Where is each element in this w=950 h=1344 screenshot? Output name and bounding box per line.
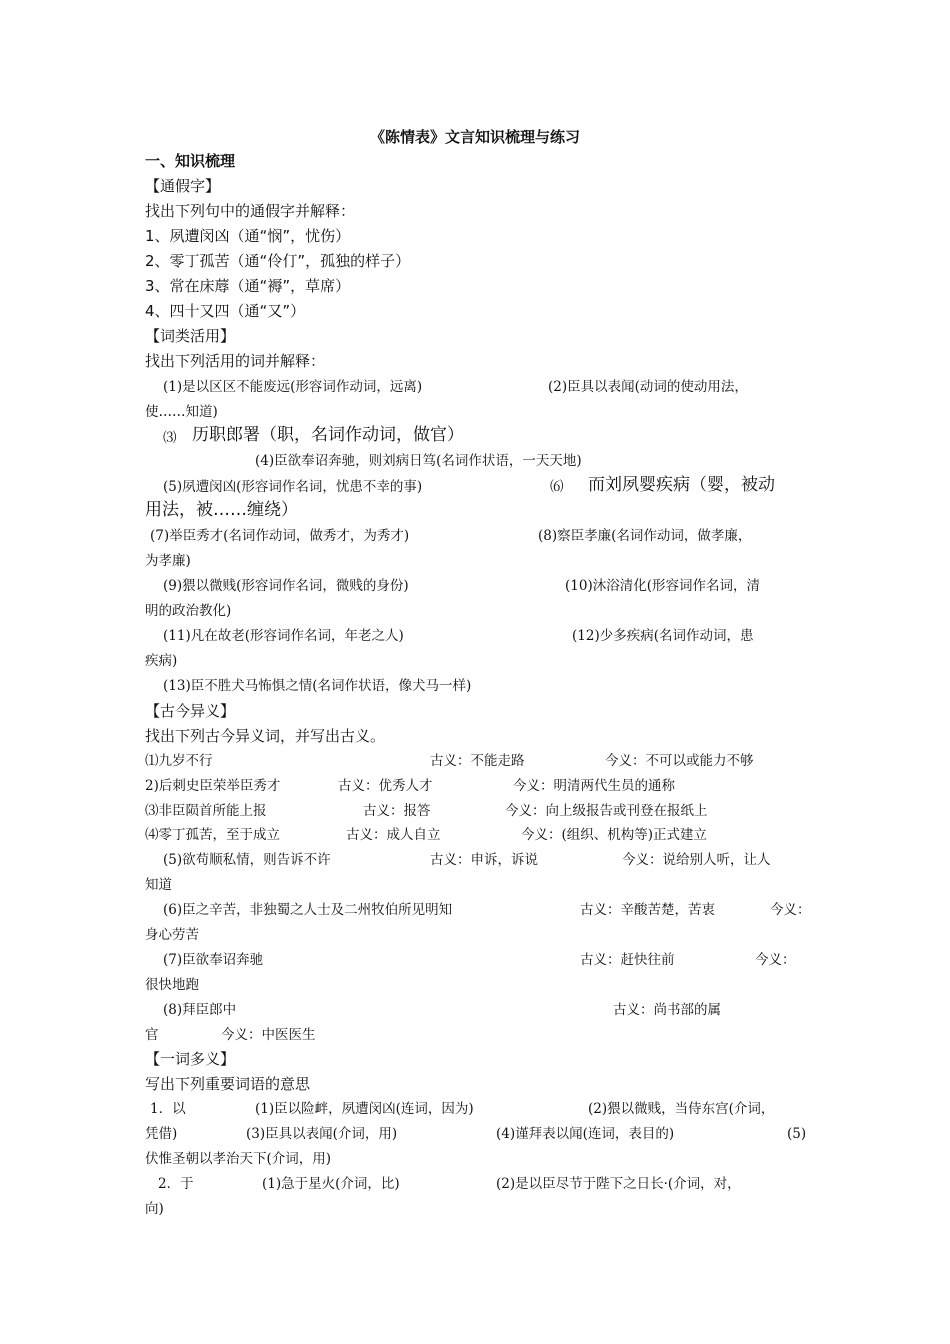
gujin-modern-meaning: 今义：不可以或能力不够 [605, 753, 754, 769]
yici-word: 2．于 [158, 1176, 194, 1192]
yici-continuation: 凭借) [145, 1126, 178, 1142]
cilei-item: (4)臣欲奉诏奔驰，则刘病日笃(名词作状语，一天天地) [255, 453, 582, 469]
yici-continuation: 向) [145, 1201, 164, 1217]
gujin-modern-meaning: 今义：(组织、机构等)正式建立 [521, 827, 708, 843]
gujin-continuation: 身心劳苦 [145, 927, 199, 943]
gujin-modern-meaning: 今义：说给别人听，让人 [622, 852, 771, 868]
tongjiazi-item: 3、常在床蓐（通“褥”，草席） [145, 277, 351, 295]
yici-sense: (1)臣以险衅，夙遭闵凶(连词，因为) [255, 1101, 474, 1117]
yici-word: 1．以 [150, 1101, 186, 1117]
cilei-item: (8)察臣孝廉(名词作动词，做孝廉， [538, 528, 752, 544]
gujin-phrase: ⑴九岁不行 [145, 753, 213, 769]
tongjiazi-item: 2、零丁孤苦（通“伶仃”，孤独的样子） [145, 252, 411, 270]
cilei-number: ⑹ [550, 479, 564, 495]
yici-sense: (4)谨拜表以闻(连词，表目的) [496, 1126, 675, 1142]
cilei-number: ⑶ [163, 430, 177, 446]
gujin-phrase: ⑶非臣陨首所能上报 [145, 803, 267, 819]
gujin-ancient-meaning: 古义：赶快往前 [580, 952, 675, 968]
subheading-yici: 【一词多义】 [145, 1050, 236, 1068]
cilei-intro: 找出下列活用的词并解释： [145, 352, 326, 370]
document-title: 《陈情表》文言知识梳理与练习 [369, 128, 580, 146]
gujin-phrase: (7)臣欲奉诏奔驰 [163, 952, 264, 968]
cilei-item: 历职郎署（职，名词作动词，做官） [192, 425, 464, 445]
subheading-tongjiazi: 【通假字】 [145, 177, 221, 195]
gujin-modern-meaning: 今义：中医医生 [221, 1027, 316, 1043]
cilei-continuation: 明的政治教化) [145, 603, 232, 619]
yici-intro: 写出下列重要词语的意思 [145, 1075, 311, 1093]
yici-sense: (2)是以臣尽节于陛下之日长·(介词，对， [496, 1176, 741, 1192]
cilei-item: (5)夙遭闵凶(形容词作名词，忧患不幸的事) [163, 479, 423, 495]
gujin-intro: 找出下列古今异义词，并写出古义。 [145, 727, 386, 745]
cilei-item: (1)是以区区不能废远(形容词作动词，远离) [163, 379, 423, 395]
gujin-continuation: 知道 [145, 877, 172, 893]
gujin-modern-meaning: 今义： [770, 902, 811, 918]
cilei-continuation: 疾病) [145, 653, 178, 669]
subheading-cilei: 【词类活用】 [145, 327, 236, 345]
gujin-modern-meaning: 今义：向上级报告或刊登在报纸上 [505, 803, 708, 819]
cilei-item: (10)沐浴清化(形容词作名词，清 [565, 578, 760, 594]
cilei-item: (9)猥以微贱(形容词作名词，微贱的身份) [163, 578, 409, 594]
gujin-continuation: 很快地跑 [145, 977, 199, 993]
gujin-ancient-meaning: 古义：优秀人才 [338, 778, 433, 794]
gujin-ancient-meaning: 古义：成人自立 [346, 827, 441, 843]
cilei-item: (2)臣具以表闻(动词的使动用法， [548, 379, 748, 395]
tongjiazi-intro: 找出下列句中的通假字并解释： [145, 202, 356, 220]
cilei-item: 而刘夙婴疾病（婴，被动 [588, 475, 775, 495]
cilei-item: (7)举臣秀才(名词作动词，做秀才，为秀才) [150, 528, 410, 544]
yici-sense: (1)急于星火(介词，比) [262, 1176, 400, 1192]
section-heading-knowledge: 一、知识梳理 [145, 152, 236, 170]
cilei-item: (11)凡在故老(形容词作名词，年老之人) [163, 628, 404, 644]
gujin-continuation: 官 [145, 1027, 159, 1043]
gujin-phrase: (6)臣之辛苦，非独蜀之人士及二州牧伯所见明知 [163, 902, 453, 918]
gujin-phrase: (5)欲苟顺私情，则告诉不许 [163, 852, 331, 868]
gujin-ancient-meaning: 古义：辛酸苦楚，苦衷 [580, 902, 715, 918]
gujin-ancient-meaning: 古义：申诉，诉说 [430, 852, 538, 868]
gujin-phrase: (8)拜臣郎中 [163, 1002, 237, 1018]
cilei-continuation: 用法，被……缠绕） [145, 500, 298, 520]
gujin-ancient-meaning: 古义：不能走路 [430, 753, 525, 769]
cilei-continuation: 为孝廉) [145, 553, 191, 569]
gujin-modern-meaning: 今义： [755, 952, 796, 968]
yici-sense: (2)猥以微贱，当侍东宫(介词， [588, 1101, 775, 1117]
gujin-phrase: 2)后刺史臣荣举臣秀才 [145, 778, 281, 794]
gujin-ancient-meaning: 古义：尚书部的属 [613, 1002, 721, 1018]
gujin-ancient-meaning: 古义：报答 [363, 803, 431, 819]
cilei-item: (13)臣不胜犬马怖惧之情(名词作状语，像犬马一样) [163, 678, 472, 694]
yici-sense: 伏惟圣朝以孝治天下(介词，用) [145, 1151, 332, 1167]
subheading-gujin: 【古今异义】 [145, 702, 236, 720]
tongjiazi-item: 1、夙遭闵凶（通“悯”，忧伤） [145, 227, 351, 245]
cilei-item: (12)少多疾病(名词作动词，患 [572, 628, 754, 644]
cilei-continuation: 使……知道) [145, 404, 218, 420]
tongjiazi-item: 4、四十又四（通“又”） [145, 302, 306, 320]
gujin-phrase: ⑷零丁孤苦，至于成立 [145, 827, 280, 843]
yici-sense: (3)臣具以表闻(介词，用) [246, 1126, 398, 1142]
gujin-modern-meaning: 今义：明清两代生员的通称 [513, 778, 675, 794]
yici-sense-number: (5) [787, 1126, 807, 1142]
